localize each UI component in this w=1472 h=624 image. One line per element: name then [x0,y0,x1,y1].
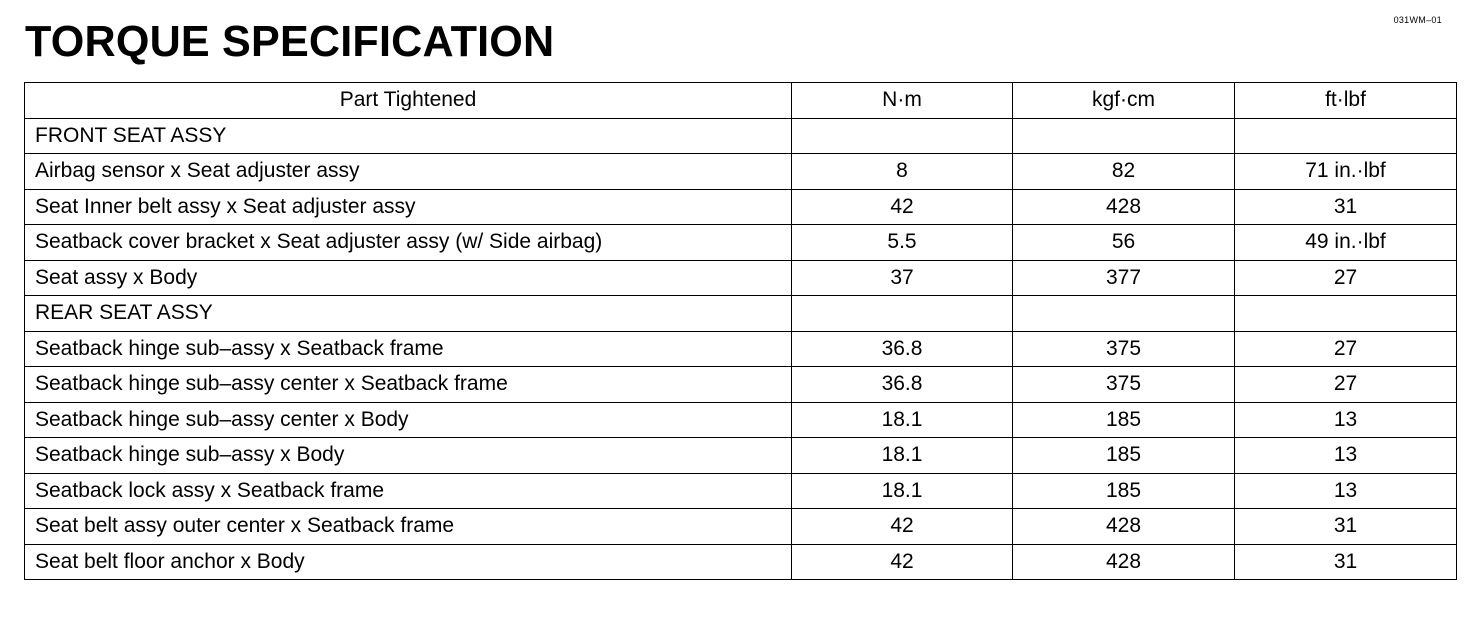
cell-ft-lbf: 31 [1235,189,1457,225]
cell-part-tightened: Seatback hinge sub–assy x Body [25,438,792,474]
cell-kgf-cm: 185 [1013,473,1235,509]
cell-kgf-cm: 185 [1013,402,1235,438]
cell-nm: 36.8 [792,331,1013,367]
cell-kgf-cm: 428 [1013,509,1235,545]
header-ft-lbf: ft·lbf [1235,83,1457,119]
cell-nm [792,296,1013,332]
cell-nm: 42 [792,509,1013,545]
cell-kgf-cm [1013,118,1235,154]
table-row [25,118,1457,154]
cell-part-tightened: Seatback lock assy x Seatback frame [25,473,792,509]
cell-part-tightened: FRONT SEAT ASSY [25,118,792,154]
cell-ft-lbf: 31 [1235,544,1457,580]
cell-ft-lbf [1235,296,1457,332]
header-kgf-cm: kgf·cm [1013,83,1235,119]
table-header [25,83,1457,119]
table-row [25,402,1457,438]
cell-ft-lbf: 13 [1235,402,1457,438]
torque-table [24,82,1457,580]
header-nm: N·m [792,83,1013,119]
cell-ft-lbf: 27 [1235,260,1457,296]
cell-kgf-cm: 185 [1013,438,1235,474]
cell-nm [792,118,1013,154]
cell-ft-lbf: 49 in.·lbf [1235,225,1457,261]
table-body [25,118,1457,580]
cell-kgf-cm: 82 [1013,154,1235,190]
table-row [25,509,1457,545]
table-row [25,225,1457,261]
table-row [25,154,1457,190]
cell-nm: 42 [792,544,1013,580]
cell-kgf-cm: 375 [1013,367,1235,403]
cell-part-tightened: Airbag sensor x Seat adjuster assy [25,154,792,190]
cell-part-tightened: Seatback cover bracket x Seat adjuster assy (w/ Side airbag) [25,225,792,261]
table-row [25,544,1457,580]
table-row [25,260,1457,296]
header-row [25,83,1457,119]
document-code: 031WM–01 [1393,15,1442,25]
cell-ft-lbf: 31 [1235,509,1457,545]
cell-nm: 18.1 [792,402,1013,438]
cell-nm: 18.1 [792,473,1013,509]
table-row [25,296,1457,332]
cell-nm: 18.1 [792,438,1013,474]
cell-nm: 42 [792,189,1013,225]
cell-part-tightened: Seatback hinge sub–assy x Seatback frame [25,331,792,367]
cell-part-tightened: Seat Inner belt assy x Seat adjuster assy [25,189,792,225]
table-row [25,189,1457,225]
cell-part-tightened: Seat belt assy outer center x Seatback frame [25,509,792,545]
cell-kgf-cm: 428 [1013,189,1235,225]
cell-ft-lbf: 13 [1235,473,1457,509]
cell-part-tightened: Seatback hinge sub–assy center x Seatback frame [25,367,792,403]
page-title: TORQUE SPECIFICATION [25,17,555,66]
cell-kgf-cm: 375 [1013,331,1235,367]
table-row [25,473,1457,509]
cell-part-tightened: Seatback hinge sub–assy center x Body [25,402,792,438]
cell-part-tightened: REAR SEAT ASSY [25,296,792,332]
cell-part-tightened: Seat belt floor anchor x Body [25,544,792,580]
cell-nm: 37 [792,260,1013,296]
cell-kgf-cm: 56 [1013,225,1235,261]
cell-kgf-cm [1013,296,1235,332]
cell-ft-lbf [1235,118,1457,154]
table-row [25,331,1457,367]
header-part-tightened: Part Tightened [25,83,792,119]
cell-ft-lbf: 13 [1235,438,1457,474]
table-row [25,367,1457,403]
cell-nm: 36.8 [792,367,1013,403]
cell-ft-lbf: 71 in.·lbf [1235,154,1457,190]
cell-ft-lbf: 27 [1235,367,1457,403]
cell-kgf-cm: 428 [1013,544,1235,580]
cell-part-tightened: Seat assy x Body [25,260,792,296]
cell-nm: 5.5 [792,225,1013,261]
cell-kgf-cm: 377 [1013,260,1235,296]
table-row [25,438,1457,474]
cell-ft-lbf: 27 [1235,331,1457,367]
cell-nm: 8 [792,154,1013,190]
